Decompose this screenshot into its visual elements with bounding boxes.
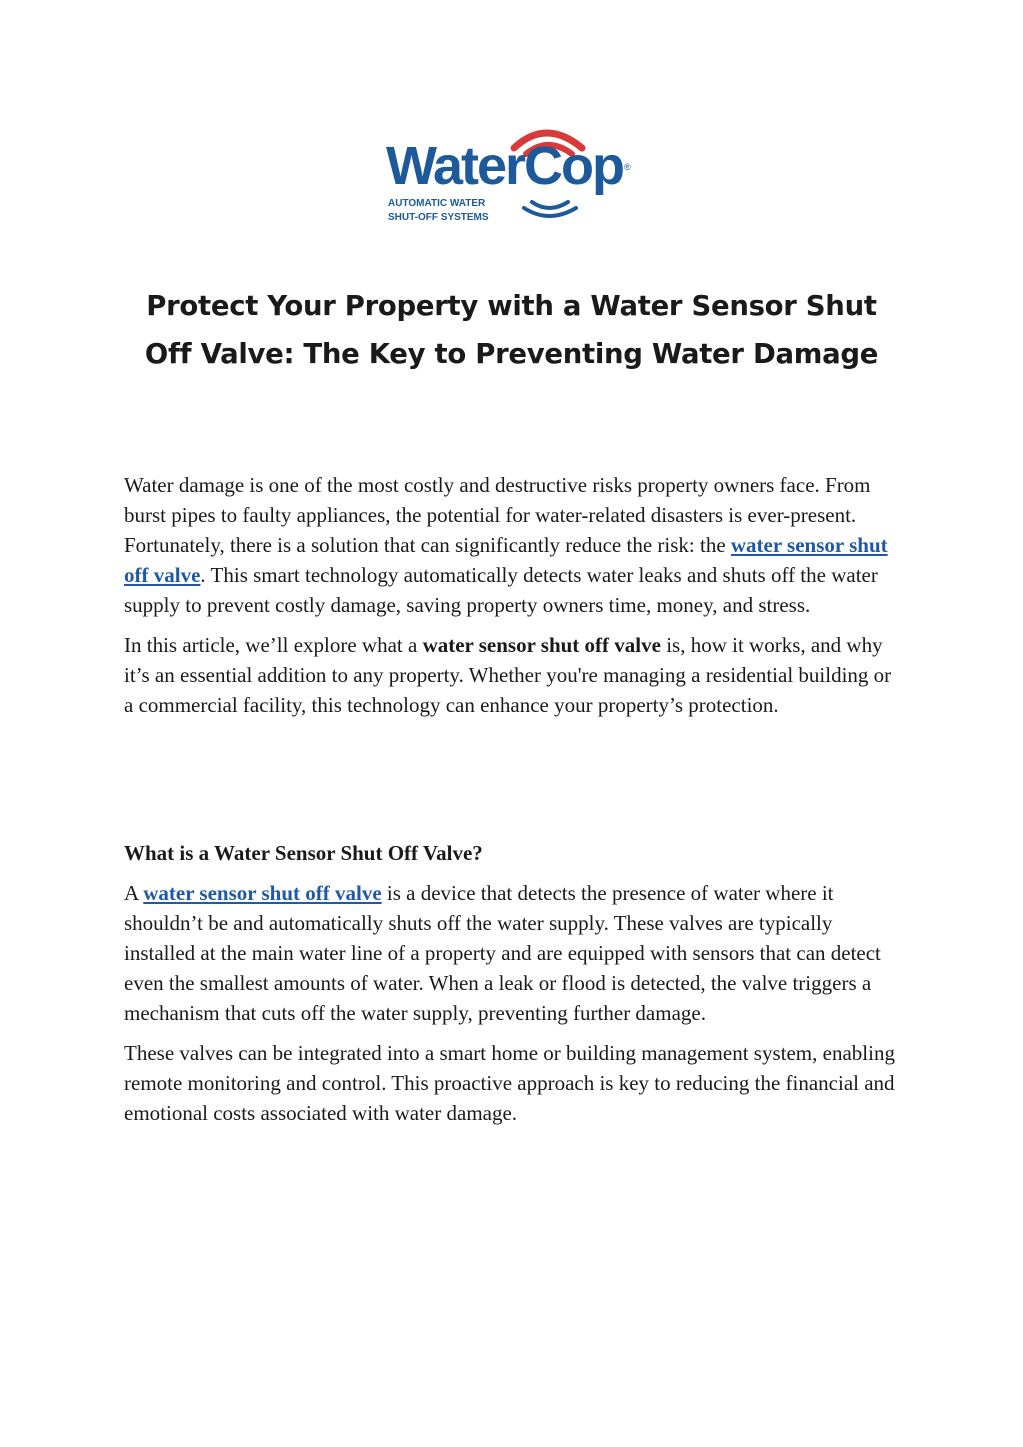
- what-is-section: [124, 838, 904, 1138]
- watercop-logo-graphic: [386, 118, 636, 230]
- section-p1-text-before: A: [124, 881, 144, 905]
- intro-paragraph-2: [124, 630, 904, 720]
- intro-p1-text-after: . This smart technology automatically detects water leaks and shuts off the water supply to prevent costly damage, saving property owners time, money, and stress.: [124, 563, 878, 617]
- intro-paragraph-1: [124, 470, 904, 620]
- water-sensor-valve-link-2[interactable]: water sensor shut off valve: [143, 881, 382, 905]
- intro-p1-text-before: Water damage is one of the most costly and destructive risks property owners face. From burst pipes to faulty appliances, the potential for water-related disasters is ever-present. Fortunately, there is a solution that can significantly reduce the risk: the: [124, 473, 871, 557]
- title-line-2: Off Valve: The Key to Preventing Water Damage: [144, 338, 879, 370]
- section-heading: What is a Water Sensor Shut Off Valve?: [124, 841, 483, 865]
- logo-wordmark: WaterCop: [386, 136, 623, 196]
- logo-tagline-line2: SHUT-OFF SYSTEMS: [388, 212, 489, 223]
- watercop-logo: [386, 118, 636, 230]
- water-sensor-valve-link-1[interactable]: water sensor shut off valve: [124, 533, 888, 587]
- page-title: [100, 282, 923, 378]
- section-paragraph-1: [124, 878, 904, 1028]
- intro-p2-text-after: is, how it works, and why it’s an essential addition to any property. Whether you're managing a residential building or a commercial facility, this technology can enhance your property’s protection.: [124, 633, 892, 717]
- registered-mark: ®: [624, 162, 631, 172]
- intro-p2-text-before: In this article, we’ll explore what a: [124, 633, 423, 657]
- intro-section: [124, 470, 904, 730]
- ripple-arc-1: [532, 202, 568, 208]
- logo-tagline-line1: AUTOMATIC WATER: [388, 198, 486, 209]
- intro-p2-bold-term: water sensor shut off valve: [422, 633, 661, 657]
- section-paragraph-2: These valves can be integrated into a smart home or building management system, enabling remote monitoring and control. This proactive approach is key to reducing the financial and emotional costs associated with water damage.: [124, 1041, 895, 1125]
- section-p1-text-after: is a device that detects the presence of water where it shouldn’t be and automatically shuts off the water supply. These valves are typically installed at the main water line of a property and are equipped with sensors that can detect even the smallest amounts of water. When a leak or flood is detected, the valve triggers a mechanism that cuts off the water supply, preventing further damage.: [124, 881, 881, 1025]
- title-line-1: Protect Your Property with a Water Sensor Shut: [146, 290, 877, 322]
